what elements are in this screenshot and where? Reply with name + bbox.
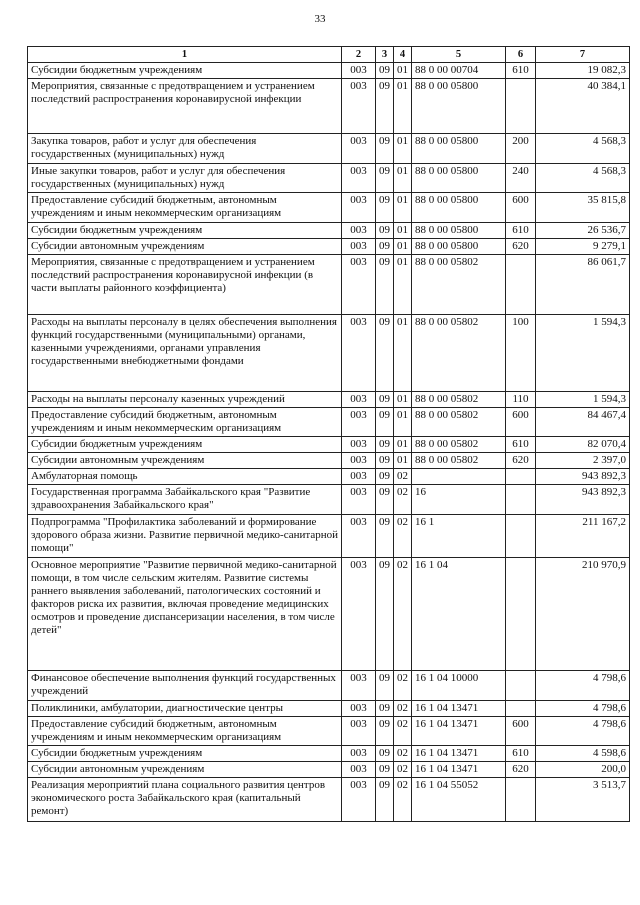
row-expense-type-cell bbox=[506, 701, 536, 717]
row-target-article-cell: 88 0 00 05800 bbox=[412, 164, 506, 193]
row-target-article-cell bbox=[412, 469, 506, 485]
row-section-cell: 09 bbox=[376, 134, 394, 164]
table-row bbox=[28, 746, 630, 762]
header-cell: 7 bbox=[536, 47, 630, 63]
table-row bbox=[28, 453, 630, 469]
row-amount-cell: 40 384,1 bbox=[536, 79, 630, 134]
row-grbs-cell: 003 bbox=[342, 223, 376, 239]
table-row bbox=[28, 778, 630, 822]
row-grbs-cell: 003 bbox=[342, 453, 376, 469]
row-name-cell: Амбулаторная помощь bbox=[28, 469, 342, 485]
row-expense-type-cell bbox=[506, 515, 536, 558]
row-grbs-cell: 003 bbox=[342, 746, 376, 762]
row-subsection-cell: 01 bbox=[394, 239, 412, 255]
table-row bbox=[28, 193, 630, 223]
row-section-cell: 09 bbox=[376, 762, 394, 778]
row-expense-type-cell: 610 bbox=[506, 63, 536, 79]
row-section-cell: 09 bbox=[376, 717, 394, 746]
budget-table bbox=[27, 46, 630, 822]
row-amount-cell: 86 061,7 bbox=[536, 255, 630, 315]
row-name-cell: Мероприятия, связанные с предотвращением и устранением последствий распространения коронавирусной инфекции (в части выплаты районного коэффициента) bbox=[28, 255, 342, 315]
row-grbs-cell: 003 bbox=[342, 558, 376, 671]
row-target-article-cell: 88 0 00 05802 bbox=[412, 408, 506, 437]
row-section-cell: 09 bbox=[376, 746, 394, 762]
row-grbs-cell: 003 bbox=[342, 255, 376, 315]
row-section-cell: 09 bbox=[376, 239, 394, 255]
row-section-cell: 09 bbox=[376, 701, 394, 717]
row-name-cell: Поликлиники, амбулатории, диагностические центры bbox=[28, 701, 342, 717]
row-target-article-cell: 88 0 00 05800 bbox=[412, 239, 506, 255]
row-name-cell: Субсидии бюджетным учреждениям bbox=[28, 437, 342, 453]
table-row bbox=[28, 134, 630, 164]
row-target-article-cell: 16 bbox=[412, 485, 506, 515]
row-target-article-cell: 16 1 04 10000 bbox=[412, 671, 506, 701]
row-target-article-cell: 88 0 00 05800 bbox=[412, 193, 506, 223]
row-name-cell: Предоставление субсидий бюджетным, автономным учреждениям и иным некоммерческим организациям bbox=[28, 717, 342, 746]
row-target-article-cell: 16 1 04 13471 bbox=[412, 762, 506, 778]
row-grbs-cell: 003 bbox=[342, 437, 376, 453]
row-subsection-cell: 01 bbox=[394, 392, 412, 408]
row-subsection-cell: 02 bbox=[394, 515, 412, 558]
row-target-article-cell: 88 0 00 05800 bbox=[412, 79, 506, 134]
row-amount-cell: 35 815,8 bbox=[536, 193, 630, 223]
row-name-cell: Расходы на выплаты персоналу казенных учреждений bbox=[28, 392, 342, 408]
row-amount-cell: 9 279,1 bbox=[536, 239, 630, 255]
row-subsection-cell: 01 bbox=[394, 255, 412, 315]
row-amount-cell: 3 513,7 bbox=[536, 778, 630, 822]
row-amount-cell: 4 568,3 bbox=[536, 134, 630, 164]
header-cell: 5 bbox=[412, 47, 506, 63]
row-expense-type-cell bbox=[506, 485, 536, 515]
row-expense-type-cell: 200 bbox=[506, 134, 536, 164]
table-body bbox=[28, 63, 630, 822]
row-amount-cell: 4 798,6 bbox=[536, 701, 630, 717]
table-row bbox=[28, 315, 630, 392]
row-subsection-cell: 02 bbox=[394, 717, 412, 746]
row-name-cell: Основное мероприятие "Развитие первичной медико-санитарной помощи, в том числе сельским жителям. Развитие системы раннего выявления заболеваний, патологических состояний и факторов риска их развития, включая проведение медицинских осмотров и проведение диспансеризации населения, в том числе детей" bbox=[28, 558, 342, 671]
table-row bbox=[28, 469, 630, 485]
row-amount-cell: 19 082,3 bbox=[536, 63, 630, 79]
row-section-cell: 09 bbox=[376, 558, 394, 671]
header-cell: 6 bbox=[506, 47, 536, 63]
row-grbs-cell: 003 bbox=[342, 762, 376, 778]
row-grbs-cell: 003 bbox=[342, 717, 376, 746]
row-section-cell: 09 bbox=[376, 223, 394, 239]
table-row bbox=[28, 63, 630, 79]
row-name-cell: Субсидии автономным учреждениям bbox=[28, 762, 342, 778]
row-amount-cell: 26 536,7 bbox=[536, 223, 630, 239]
row-subsection-cell: 01 bbox=[394, 134, 412, 164]
row-grbs-cell: 003 bbox=[342, 134, 376, 164]
row-subsection-cell: 02 bbox=[394, 671, 412, 701]
row-subsection-cell: 02 bbox=[394, 558, 412, 671]
table-row bbox=[28, 515, 630, 558]
row-target-article-cell: 16 1 04 bbox=[412, 558, 506, 671]
row-name-cell: Субсидии бюджетным учреждениям bbox=[28, 223, 342, 239]
row-target-article-cell: 16 1 04 13471 bbox=[412, 746, 506, 762]
row-grbs-cell: 003 bbox=[342, 671, 376, 701]
row-expense-type-cell: 620 bbox=[506, 762, 536, 778]
table-row bbox=[28, 717, 630, 746]
row-amount-cell: 4 798,6 bbox=[536, 671, 630, 701]
row-amount-cell: 200,0 bbox=[536, 762, 630, 778]
row-expense-type-cell: 240 bbox=[506, 164, 536, 193]
row-subsection-cell: 01 bbox=[394, 315, 412, 392]
row-grbs-cell: 003 bbox=[342, 193, 376, 223]
page-number: 33 bbox=[314, 13, 326, 25]
table-row bbox=[28, 408, 630, 437]
row-grbs-cell: 003 bbox=[342, 239, 376, 255]
row-grbs-cell: 003 bbox=[342, 63, 376, 79]
row-subsection-cell: 01 bbox=[394, 193, 412, 223]
row-expense-type-cell: 620 bbox=[506, 453, 536, 469]
row-grbs-cell: 003 bbox=[342, 79, 376, 134]
row-subsection-cell: 02 bbox=[394, 701, 412, 717]
table-row bbox=[28, 223, 630, 239]
row-target-article-cell: 16 1 bbox=[412, 515, 506, 558]
table-row bbox=[28, 558, 630, 671]
row-expense-type-cell: 620 bbox=[506, 239, 536, 255]
row-section-cell: 09 bbox=[376, 255, 394, 315]
row-subsection-cell: 01 bbox=[394, 453, 412, 469]
table-row bbox=[28, 437, 630, 453]
header-cell: 2 bbox=[342, 47, 376, 63]
row-section-cell: 09 bbox=[376, 392, 394, 408]
row-name-cell: Иные закупки товаров, работ и услуг для обеспечения государственных (муниципальных) нужд bbox=[28, 164, 342, 193]
row-expense-type-cell: 600 bbox=[506, 717, 536, 746]
row-section-cell: 09 bbox=[376, 671, 394, 701]
row-section-cell: 09 bbox=[376, 485, 394, 515]
row-expense-type-cell: 610 bbox=[506, 437, 536, 453]
row-grbs-cell: 003 bbox=[342, 315, 376, 392]
row-section-cell: 09 bbox=[376, 164, 394, 193]
row-section-cell: 09 bbox=[376, 469, 394, 485]
row-name-cell: Расходы на выплаты персоналу в целях обеспечения выполнения функций государственными (муниципальными) органами, казенными учреждениями, органами управления государственными внебюджетными фондами bbox=[28, 315, 342, 392]
row-target-article-cell: 88 0 00 05802 bbox=[412, 392, 506, 408]
table-row bbox=[28, 762, 630, 778]
row-amount-cell: 84 467,4 bbox=[536, 408, 630, 437]
row-name-cell: Закупка товаров, работ и услуг для обеспечения государственных (муниципальных) нужд bbox=[28, 134, 342, 164]
row-expense-type-cell: 610 bbox=[506, 746, 536, 762]
header-cell: 1 bbox=[28, 47, 342, 63]
row-expense-type-cell bbox=[506, 778, 536, 822]
row-expense-type-cell: 110 bbox=[506, 392, 536, 408]
row-section-cell: 09 bbox=[376, 515, 394, 558]
header-cell: 3 bbox=[376, 47, 394, 63]
row-section-cell: 09 bbox=[376, 408, 394, 437]
row-target-article-cell: 88 0 00 05800 bbox=[412, 134, 506, 164]
row-target-article-cell: 88 0 00 05802 bbox=[412, 437, 506, 453]
row-amount-cell: 4 598,6 bbox=[536, 746, 630, 762]
row-grbs-cell: 003 bbox=[342, 701, 376, 717]
row-subsection-cell: 01 bbox=[394, 164, 412, 193]
row-target-article-cell: 88 0 00 05800 bbox=[412, 223, 506, 239]
row-section-cell: 09 bbox=[376, 63, 394, 79]
row-expense-type-cell: 600 bbox=[506, 193, 536, 223]
row-name-cell: Предоставление субсидий бюджетным, автономным учреждениям и иным некоммерческим организациям bbox=[28, 193, 342, 223]
row-amount-cell: 4 798,6 bbox=[536, 717, 630, 746]
row-expense-type-cell bbox=[506, 469, 536, 485]
row-target-article-cell: 16 1 04 55052 bbox=[412, 778, 506, 822]
row-grbs-cell: 003 bbox=[342, 164, 376, 193]
row-section-cell: 09 bbox=[376, 778, 394, 822]
row-expense-type-cell bbox=[506, 671, 536, 701]
row-name-cell: Предоставление субсидий бюджетным, автономным учреждениям и иным некоммерческим организациям bbox=[28, 408, 342, 437]
row-amount-cell: 210 970,9 bbox=[536, 558, 630, 671]
row-target-article-cell: 16 1 04 13471 bbox=[412, 717, 506, 746]
row-grbs-cell: 003 bbox=[342, 392, 376, 408]
row-expense-type-cell: 100 bbox=[506, 315, 536, 392]
row-grbs-cell: 003 bbox=[342, 469, 376, 485]
row-target-article-cell: 88 0 00 00704 bbox=[412, 63, 506, 79]
row-name-cell: Субсидии бюджетным учреждениям bbox=[28, 63, 342, 79]
row-subsection-cell: 02 bbox=[394, 762, 412, 778]
table-row bbox=[28, 239, 630, 255]
row-section-cell: 09 bbox=[376, 437, 394, 453]
row-amount-cell: 82 070,4 bbox=[536, 437, 630, 453]
row-target-article-cell: 88 0 00 05802 bbox=[412, 315, 506, 392]
row-section-cell: 09 bbox=[376, 79, 394, 134]
row-grbs-cell: 003 bbox=[342, 485, 376, 515]
row-amount-cell: 211 167,2 bbox=[536, 515, 630, 558]
row-name-cell: Субсидии бюджетным учреждениям bbox=[28, 746, 342, 762]
row-subsection-cell: 01 bbox=[394, 437, 412, 453]
row-expense-type-cell bbox=[506, 255, 536, 315]
row-amount-cell: 2 397,0 bbox=[536, 453, 630, 469]
row-expense-type-cell: 600 bbox=[506, 408, 536, 437]
row-subsection-cell: 01 bbox=[394, 223, 412, 239]
row-target-article-cell: 88 0 00 05802 bbox=[412, 453, 506, 469]
row-subsection-cell: 02 bbox=[394, 469, 412, 485]
row-amount-cell: 4 568,3 bbox=[536, 164, 630, 193]
row-target-article-cell: 88 0 00 05802 bbox=[412, 255, 506, 315]
row-name-cell: Государственная программа Забайкальского края "Развитие здравоохранения Забайкальского края" bbox=[28, 485, 342, 515]
row-subsection-cell: 02 bbox=[394, 746, 412, 762]
row-name-cell: Субсидии автономным учреждениям bbox=[28, 239, 342, 255]
row-expense-type-cell: 610 bbox=[506, 223, 536, 239]
row-name-cell: Субсидии автономным учреждениям bbox=[28, 453, 342, 469]
row-name-cell: Финансовое обеспечение выполнения функций государственных учреждений bbox=[28, 671, 342, 701]
row-grbs-cell: 003 bbox=[342, 515, 376, 558]
row-target-article-cell: 16 1 04 13471 bbox=[412, 701, 506, 717]
table-row bbox=[28, 164, 630, 193]
table-row bbox=[28, 255, 630, 315]
row-section-cell: 09 bbox=[376, 193, 394, 223]
row-grbs-cell: 003 bbox=[342, 778, 376, 822]
row-subsection-cell: 02 bbox=[394, 778, 412, 822]
row-name-cell: Подпрограмма "Профилактика заболеваний и формирование здорового образа жизни. Развитие первичной медико-санитарной помощи" bbox=[28, 515, 342, 558]
row-subsection-cell: 01 bbox=[394, 408, 412, 437]
row-name-cell: Реализация мероприятий плана социального развития центров экономического роста Забайкальского края (капитальный ремонт) bbox=[28, 778, 342, 822]
table-row bbox=[28, 671, 630, 701]
header-row bbox=[28, 47, 630, 63]
row-amount-cell: 1 594,3 bbox=[536, 315, 630, 392]
row-section-cell: 09 bbox=[376, 453, 394, 469]
table-row bbox=[28, 392, 630, 408]
row-section-cell: 09 bbox=[376, 315, 394, 392]
row-amount-cell: 1 594,3 bbox=[536, 392, 630, 408]
table-row bbox=[28, 701, 630, 717]
row-subsection-cell: 01 bbox=[394, 79, 412, 134]
row-grbs-cell: 003 bbox=[342, 408, 376, 437]
row-amount-cell: 943 892,3 bbox=[536, 469, 630, 485]
row-subsection-cell: 01 bbox=[394, 63, 412, 79]
table-row bbox=[28, 79, 630, 134]
row-amount-cell: 943 892,3 bbox=[536, 485, 630, 515]
row-subsection-cell: 02 bbox=[394, 485, 412, 515]
row-expense-type-cell bbox=[506, 558, 536, 671]
header-cell: 4 bbox=[394, 47, 412, 63]
row-expense-type-cell bbox=[506, 79, 536, 134]
table-row bbox=[28, 485, 630, 515]
row-name-cell: Мероприятия, связанные с предотвращением и устранением последствий распространения коронавирусной инфекции bbox=[28, 79, 342, 134]
